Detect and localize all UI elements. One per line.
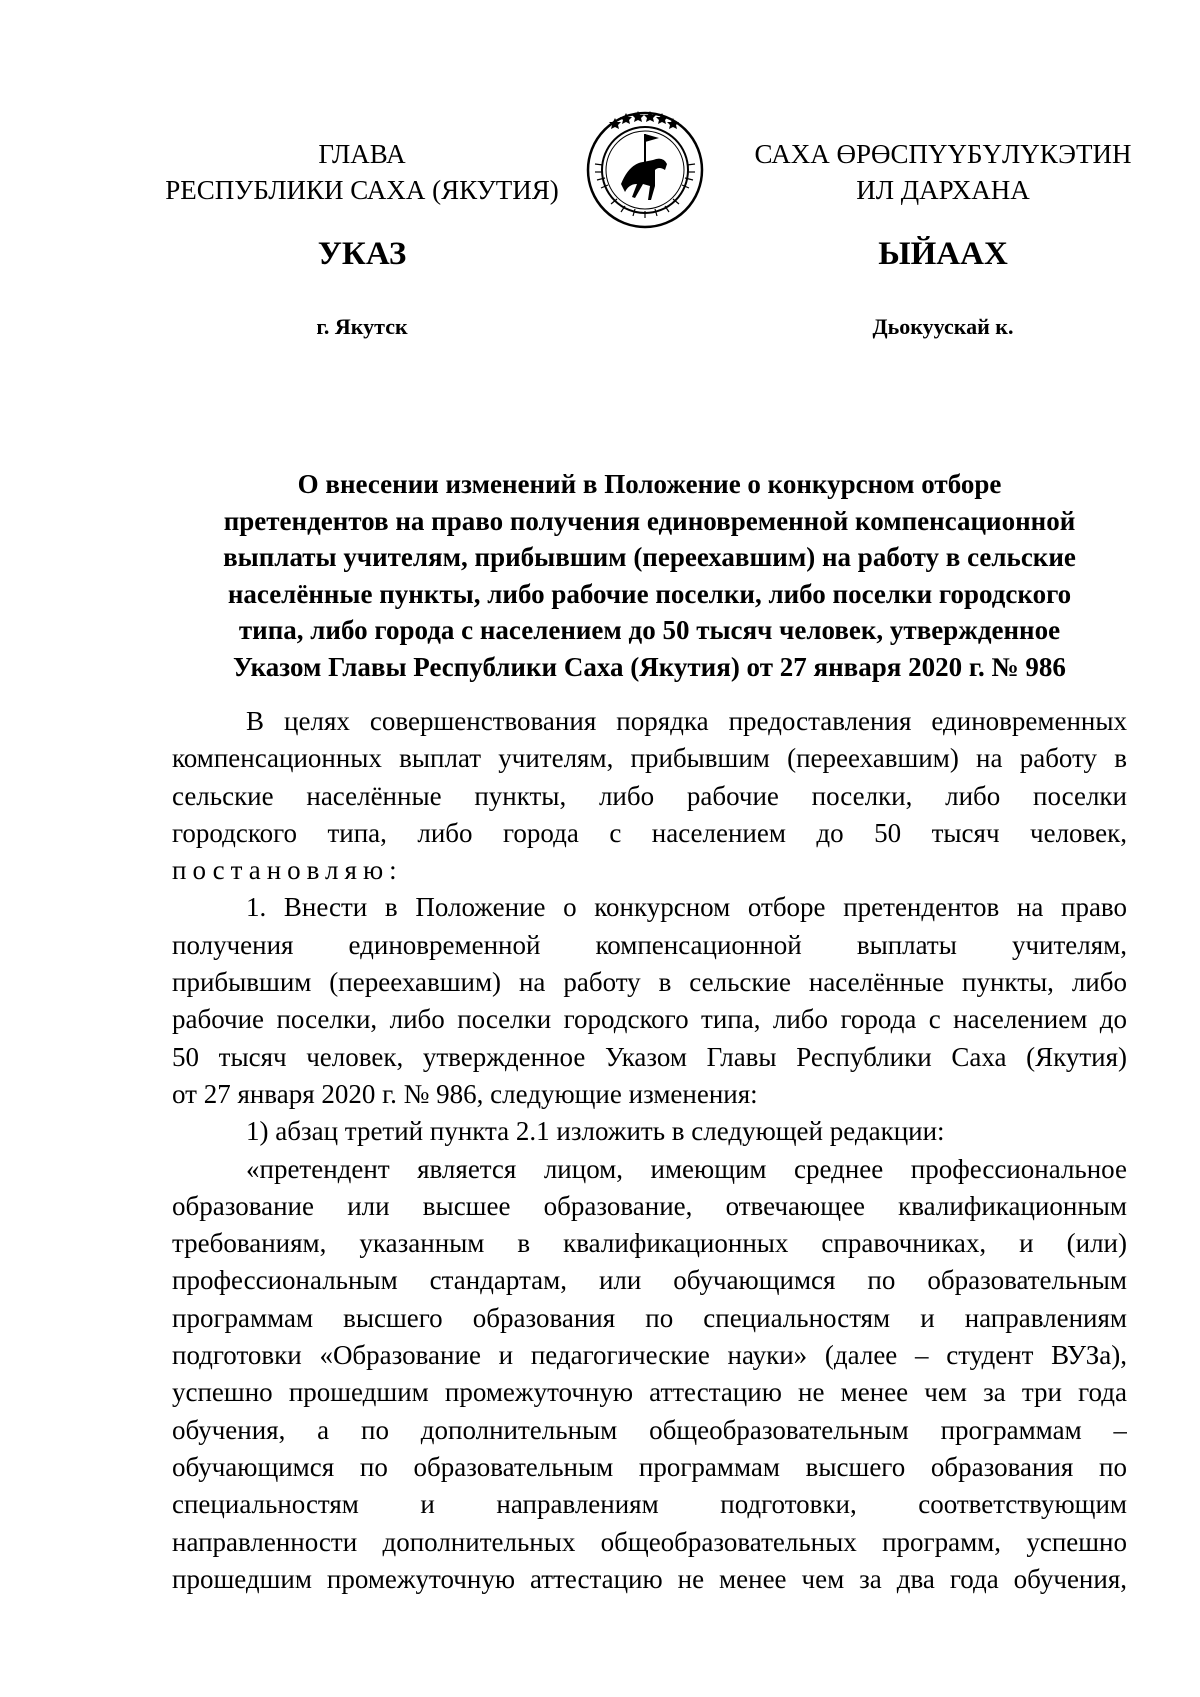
header-right bbox=[723, 136, 1163, 208]
body-line: 1. Внести в Положение о конкурсном отборе претендентов на право bbox=[246, 892, 1127, 923]
header-right-line1: САХА ӨРӨСПҮҮБҮЛҮКЭТИН bbox=[754, 139, 1132, 169]
title-line: Указом Главы Республики Саха (Якутия) от 27 января 2020 г. № 986 bbox=[233, 651, 1066, 682]
body-line: 50 тысяч человек, утвержденное Указом Главы Республики Саха (Якутия) bbox=[172, 1041, 1127, 1072]
body-line: программам высшего образования по специальностям и направлениям bbox=[172, 1302, 1127, 1333]
title-line: типа, либо города с населением до 50 тысяч человек, утвержденное bbox=[238, 615, 1061, 645]
body-line: успешно прошедшим промежуточную аттестацию не менее чем за три года bbox=[172, 1377, 1127, 1408]
body-line: профессиональным стандартам, или обучающимся по образовательным bbox=[172, 1265, 1127, 1296]
body-line: прибывшим (переехавшим) на работу в сельские населённые пункты, либо bbox=[172, 967, 1127, 998]
coat-of-arms-emblem bbox=[581, 104, 709, 232]
body-line: «претендент является лицом, имеющим среднее профессиональное bbox=[246, 1153, 1127, 1184]
title-line: О внесении изменений в Положение о конкурсном отборе bbox=[297, 469, 1002, 499]
body-line: от 27 января 2020 г. № 986, следующие изменения: bbox=[172, 1078, 758, 1109]
city-sakha: Дьокуускай к. bbox=[872, 314, 1014, 339]
header-left-line1: ГЛАВА bbox=[318, 139, 406, 169]
body-line: образование или высшее образование, отвечающее квалификационным bbox=[172, 1190, 1127, 1221]
body-line: 1) абзац третий пункта 2.1 изложить в следующей редакции: bbox=[246, 1116, 945, 1147]
title-line: претендентов на право получения единовременной компенсационной bbox=[223, 505, 1076, 536]
body-line: требованиям, указанным в квалификационных справочниках, и (или) bbox=[172, 1228, 1127, 1259]
body-line: рабочие поселки, либо поселки городского типа, либо города с населением до bbox=[172, 1004, 1127, 1035]
header-left bbox=[142, 136, 582, 208]
body-line: прошедшим промежуточную аттестацию не менее чем за два года обучения, bbox=[172, 1563, 1127, 1594]
body-line: постановляю: bbox=[172, 855, 403, 886]
body-line: получения единовременной компенсационной выплаты учителям, bbox=[172, 929, 1127, 960]
body-line: направленности дополнительных общеобразовательных программ, успешно bbox=[172, 1526, 1127, 1557]
body-line: городского типа, либо города с населением до 50 тысяч человек, bbox=[172, 817, 1127, 848]
body-line: компенсационных выплат учителям, прибывшим (переехавшим) на работу в bbox=[172, 743, 1127, 774]
decree-body bbox=[172, 703, 1127, 1598]
body-line: обучения, а по дополнительным общеобразовательным программам – bbox=[172, 1414, 1127, 1445]
body-line: сельские населённые пункты, либо рабочие поселки, либо поселки bbox=[172, 780, 1127, 811]
city-ru: г. Якутск bbox=[316, 314, 408, 339]
title-line: выплаты учителям, прибывшим (переехавшим) на работу в сельские bbox=[223, 542, 1076, 572]
body-line: подготовки «Образование и педагогические науки» (далее – студент ВУЗа), bbox=[172, 1340, 1127, 1371]
title-line: населённые пункты, либо рабочие поселки, либо поселки городского bbox=[227, 578, 1072, 609]
body-line: специальностям и направлениям подготовки, соответствующим bbox=[172, 1489, 1127, 1520]
header-left-line2: РЕСПУБЛИКИ САХА (ЯКУТИЯ) bbox=[165, 175, 559, 205]
body-line: В целях совершенствования порядка предоставления единовременных bbox=[246, 706, 1127, 736]
decree-word-sakha: ЫЙААХ bbox=[878, 236, 1008, 272]
decree-word-ru: УКАЗ bbox=[317, 236, 407, 272]
header-right-line2: ИЛ ДАРХАНА bbox=[856, 175, 1030, 205]
body-line: обучающимся по образовательным программам высшего образования по bbox=[172, 1451, 1127, 1482]
decree-title bbox=[172, 466, 1127, 685]
